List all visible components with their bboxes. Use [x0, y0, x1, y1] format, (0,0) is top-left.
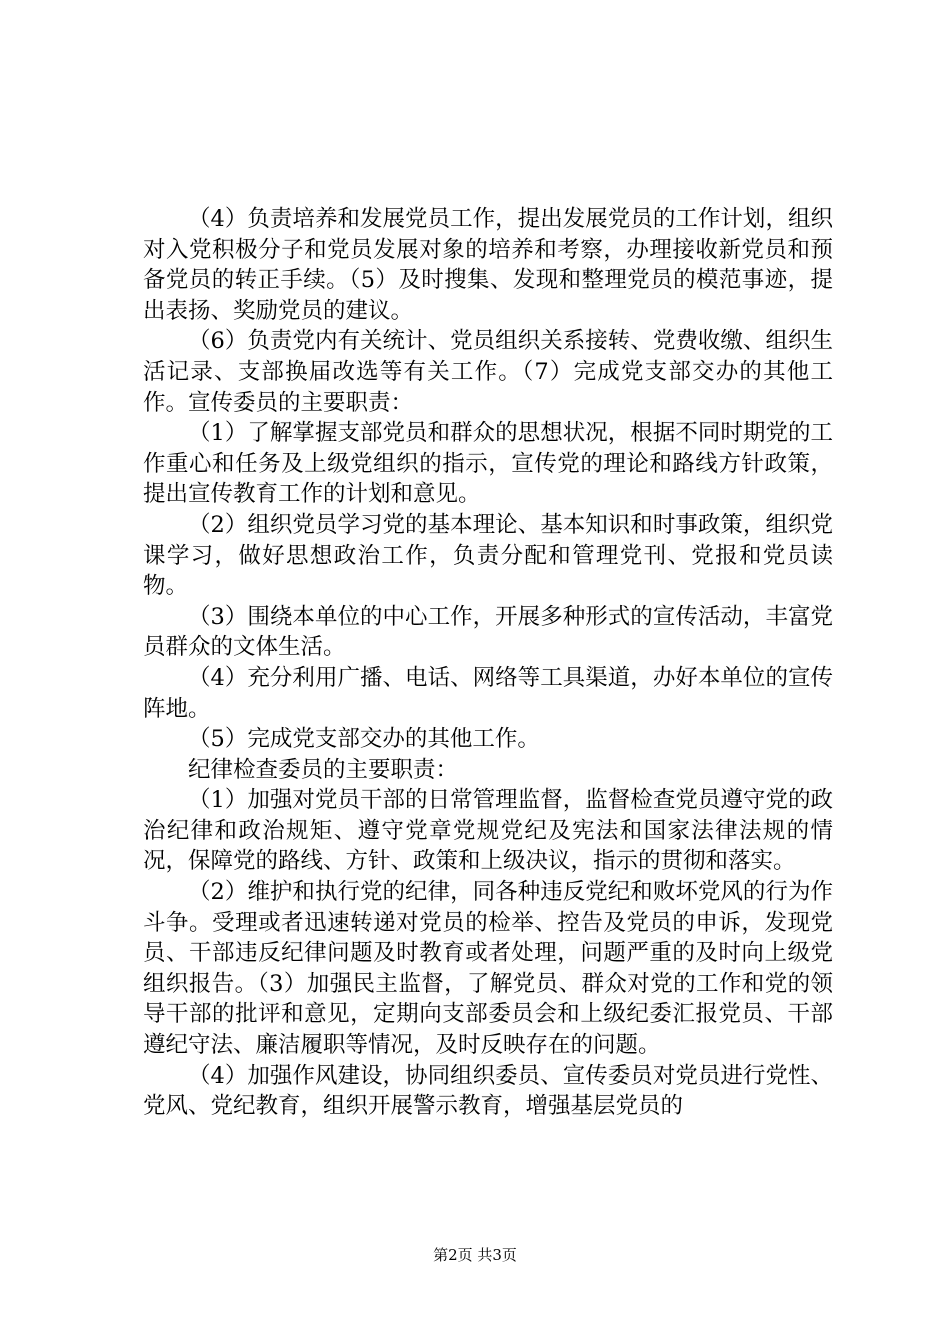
- document-body: [143, 204, 833, 1122]
- paragraph: （2）组织党员学习党的基本理论、基本知识和时事政策，组织党课学习，做好思想政治工作，负责分配和管理党刊、党报和党员读物。: [143, 511, 833, 600]
- paragraph: （5）完成党支部交办的其他工作。: [188, 726, 540, 753]
- paragraph: （4）负责培养和发展党员工作，提出发展党员的工作计划，组织对入党积极分子和党员发展对象的培养和考察，办理接收新党员和预备党员的转正手续。（5）及时搜集、发现和整理党员的模范事迹，提出表扬、奖励党员的建议。: [143, 206, 833, 324]
- paragraph: （2）维护和执行党的纪律，同各种违反党纪和败坏党风的行为作斗争。受理或者迅速转递对党员的检举、控告及党员的申诉，发现党员、干部违反纪律问题及时教育或者处理，问题严重的及时向上级党组织报告。（3）加强民主监督，了解党员、群众对党的工作和党的领导干部的批评和意见，定期向支部委员会和上级纪委汇报党员、干部遵纪守法、廉洁履职等情况，及时反映存在的问题。: [143, 879, 833, 1059]
- paragraph: （1）加强对党员干部的日常管理监督，监督检查党员遵守党的政治纪律和政治规矩、遵守党章党规党纪及宪法和国家法律法规的情况，保障党的路线、方针、政策和上级决议，指示的贯彻和落实。: [143, 787, 833, 875]
- paragraph: （4）加强作风建设，协同组织委员、宣传委员对党员进行党性、党风、党纪教育，组织开展警示教育，增强基层党员的: [143, 1062, 833, 1120]
- page-number-footer: 第2页 共3页: [433, 1246, 517, 1264]
- paragraph: （6）负责党内有关统计、党员组织关系接转、党费收缴、组织生活记录、支部换届改选等有关工作。（7）完成党支部交办的其他工作。宣传委员的主要职责：: [143, 328, 833, 416]
- section-heading: 纪律检查委员的主要职责：: [188, 756, 459, 783]
- paragraph: （4）充分利用广播、电话、网络等工具渠道，办好本单位的宣传阵地。: [143, 664, 833, 722]
- paragraph: （1）了解掌握支部党员和群众的思想状况，根据不同时期党的工作重心和任务及上级党组织的指示，宣传党的理论和路线方针政策，提出宣传教育工作的计划和意见。: [143, 420, 833, 508]
- paragraph: （3）围绕本单位的中心工作，开展多种形式的宣传活动，丰富党员群众的文体生活。: [143, 603, 833, 661]
